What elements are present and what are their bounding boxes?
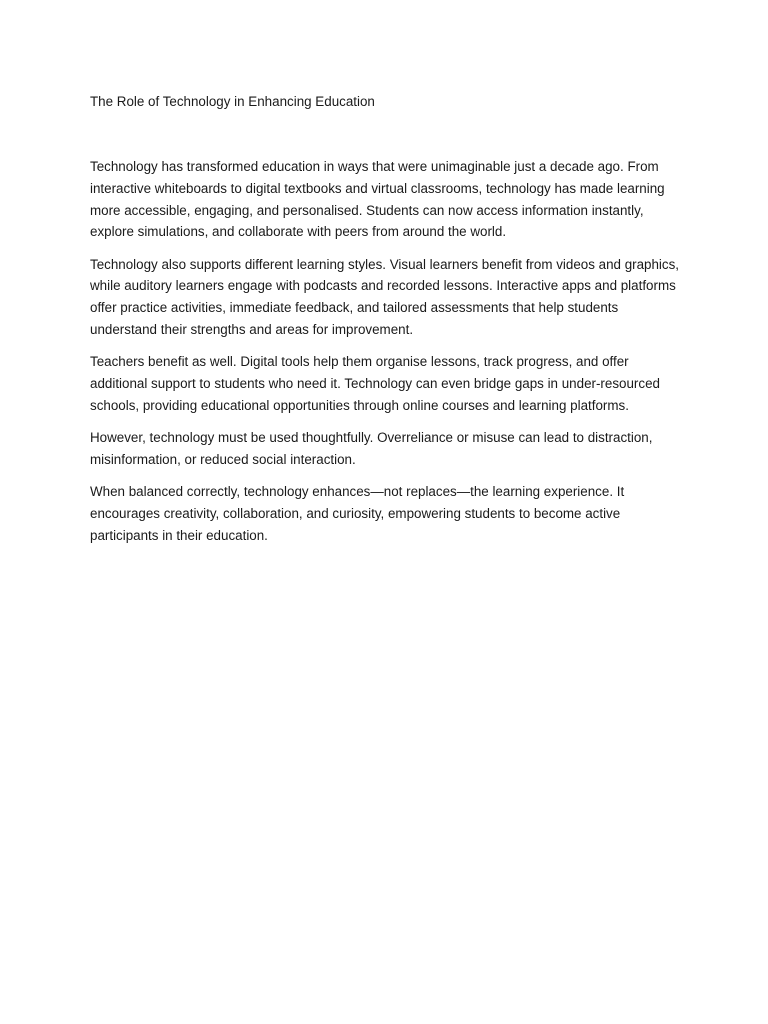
paragraph-teachers: Teachers benefit as well. Digital tools help them organise lessons, track progress, and offer additional support to students who need it. Technology can even bridge gaps in under-resourced schools, providing educational opportunities through online courses and learning platforms.: [90, 354, 660, 413]
paragraph-conclusion: When balanced correctly, technology enhances—not replaces—the learning experience. It encourages creativity, collaboration, and curiosity, empowering students to become active participants in their education.: [90, 484, 625, 543]
document-body: [90, 92, 680, 557]
document-title: The Role of Technology in Enhancing Education: [90, 94, 375, 109]
paragraph-learning-styles: Technology also supports different learning styles. Visual learners benefit from videos and graphics, while auditory learners engage with podcasts and recorded lessons. Interactive apps and platforms offer practice activities, immediate feedback, and tailored assessments that help students understand their strengths and areas for improvement.: [90, 256, 680, 338]
paragraph-intro: Technology has transformed education in ways that were unimaginable just a decade ago. From interactive whiteboards to digital textbooks and virtual classrooms, technology has made learning more accessible, engaging, and personalised. Students can now access information instantly, explore simulations, and collaborate with peers from around the world.: [90, 159, 665, 240]
paragraph-caution: However, technology must be used thoughtfully. Overreliance or misuse can lead to distraction, misinformation, or reduced social interaction.: [90, 430, 653, 468]
